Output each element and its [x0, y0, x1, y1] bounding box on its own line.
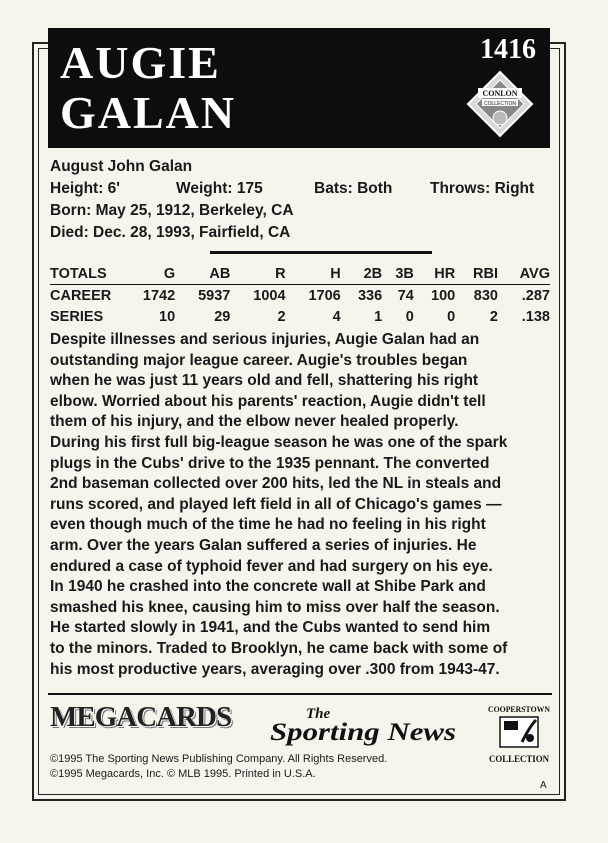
last-name: GALAN [60, 87, 237, 138]
first-name: AUGIE [60, 37, 221, 88]
story-line: He started slowly in 1941, and the Cubs wanted to send him [50, 619, 491, 637]
stats-cell: 1742 [142, 287, 176, 304]
story-line: smashed his knee, causing him to miss over half the season. [50, 598, 500, 616]
stats-row-career [50, 285, 550, 307]
cooperstown-collection-logo [486, 700, 552, 770]
biography-text [50, 330, 552, 680]
stats-cell: 0 [447, 308, 456, 325]
collection-text: COLLECTION [489, 754, 550, 764]
born: Born: May 25, 1912, Berkeley, CA [50, 202, 294, 219]
copyright-line-1: ©1995 The Sporting News Publishing Company. All Rights Reserved. [50, 753, 388, 765]
throws: Throws: Right [430, 180, 535, 197]
story-line: Despite illnesses and serious injuries, Augie Galan had an [50, 331, 480, 348]
sporting-news-title: Sporting News [270, 719, 456, 746]
stats-table [50, 263, 550, 327]
stats-cell: 4 [332, 308, 341, 325]
print-letter: A [540, 780, 547, 791]
cooperstown-text: COOPERSTOWN [488, 704, 551, 714]
stats-cell: .287 [521, 287, 550, 304]
story-line: runs scored, and played left field in all of Chicago's games — [50, 495, 502, 513]
stats-cell: 29 [214, 308, 231, 325]
conlon-collection-logo [464, 68, 536, 140]
stats-cell: 10 [159, 308, 176, 325]
stats-cell: 74 [397, 287, 414, 304]
weight: Weight: 175 [176, 180, 263, 197]
stats-cell: CAREER [50, 287, 112, 304]
story-line: During his first full big-league season he was one of the spark [50, 433, 508, 451]
story-line: 2nd baseman collected over 200 hits, led the NL in steals and [50, 475, 502, 493]
stats-cell: 336 [357, 287, 383, 304]
full-name: August John Galan [50, 158, 193, 175]
story-line: his most productive years, averaging over .300 from 1943-47. [50, 660, 500, 678]
stats-header-row [50, 263, 550, 285]
story-line: arm. Over the years Galan suffered a series of injuries. He [50, 536, 477, 554]
megacards-logo: MEGACARDS [50, 701, 232, 733]
story-line: In 1940 he crashed into the concrete wall at Shibe Park and [50, 578, 486, 596]
sporting-news-the: The [306, 706, 331, 722]
story-line: them of his injury, and the elbow never healed properly. [50, 413, 459, 431]
badge-sub-text: COLLECTION [484, 101, 516, 107]
stats-cell: .138 [521, 308, 550, 325]
stats-cell: 830 [473, 287, 498, 304]
stats-header: H [286, 263, 341, 285]
stats-header: AB [175, 263, 230, 285]
story-line: to the minors. Traded to Brooklyn, he came back with some of [50, 639, 508, 657]
stats-header: 2B [341, 263, 382, 285]
stats-cell: 2 [489, 308, 498, 325]
story-line: elbow. Worried about his parents' reaction, Augie didn't tell [50, 392, 486, 410]
footer-divider [48, 693, 552, 695]
card-number: 1416 [480, 34, 536, 65]
stats-header: R [230, 263, 285, 285]
stats-header: TOTALS [50, 263, 120, 285]
stats-cell: 1 [374, 308, 383, 325]
stats-header: 3B [382, 263, 414, 285]
stats-header: G [120, 263, 175, 285]
story-line: plugs in the Cubs' drive to the 1935 pennant. The converted [50, 454, 490, 472]
story-line: when he was just 11 years old and fell, shattering his right [50, 372, 479, 390]
name-banner [48, 28, 550, 148]
stats-cell: 5937 [198, 287, 231, 304]
stats-header: HR [414, 263, 455, 285]
copyright-line-2: ©1995 Megacards, Inc. © MLB 1995. Printed in U.S.A. [50, 768, 316, 780]
stats-cell: 2 [277, 308, 286, 325]
stats-header: RBI [455, 263, 498, 285]
bats: Bats: Both [314, 180, 393, 197]
stats-cell: 100 [431, 287, 456, 304]
story-line: outstanding major league career. Augie's troubles began [50, 351, 468, 369]
height: Height: 6' [50, 180, 120, 197]
divider [210, 251, 432, 254]
stats-row-series [50, 306, 550, 327]
stats-cell: 1004 [253, 287, 286, 304]
died: Died: Dec. 28, 1993, Fairfield, CA [50, 224, 291, 241]
stats-header: AVG [498, 263, 550, 285]
stats-cell: 0 [405, 308, 414, 325]
stats-cell: SERIES [50, 308, 104, 325]
sporting-news-logo [270, 700, 460, 746]
badge-top-text: CONLON [482, 89, 518, 98]
story-line: endured a case of typhoid fever and had surgery on his eye. [50, 557, 493, 575]
story-line: even though much of the time he had no feeling in his right [50, 516, 486, 534]
stats-cell: 1706 [308, 287, 341, 304]
